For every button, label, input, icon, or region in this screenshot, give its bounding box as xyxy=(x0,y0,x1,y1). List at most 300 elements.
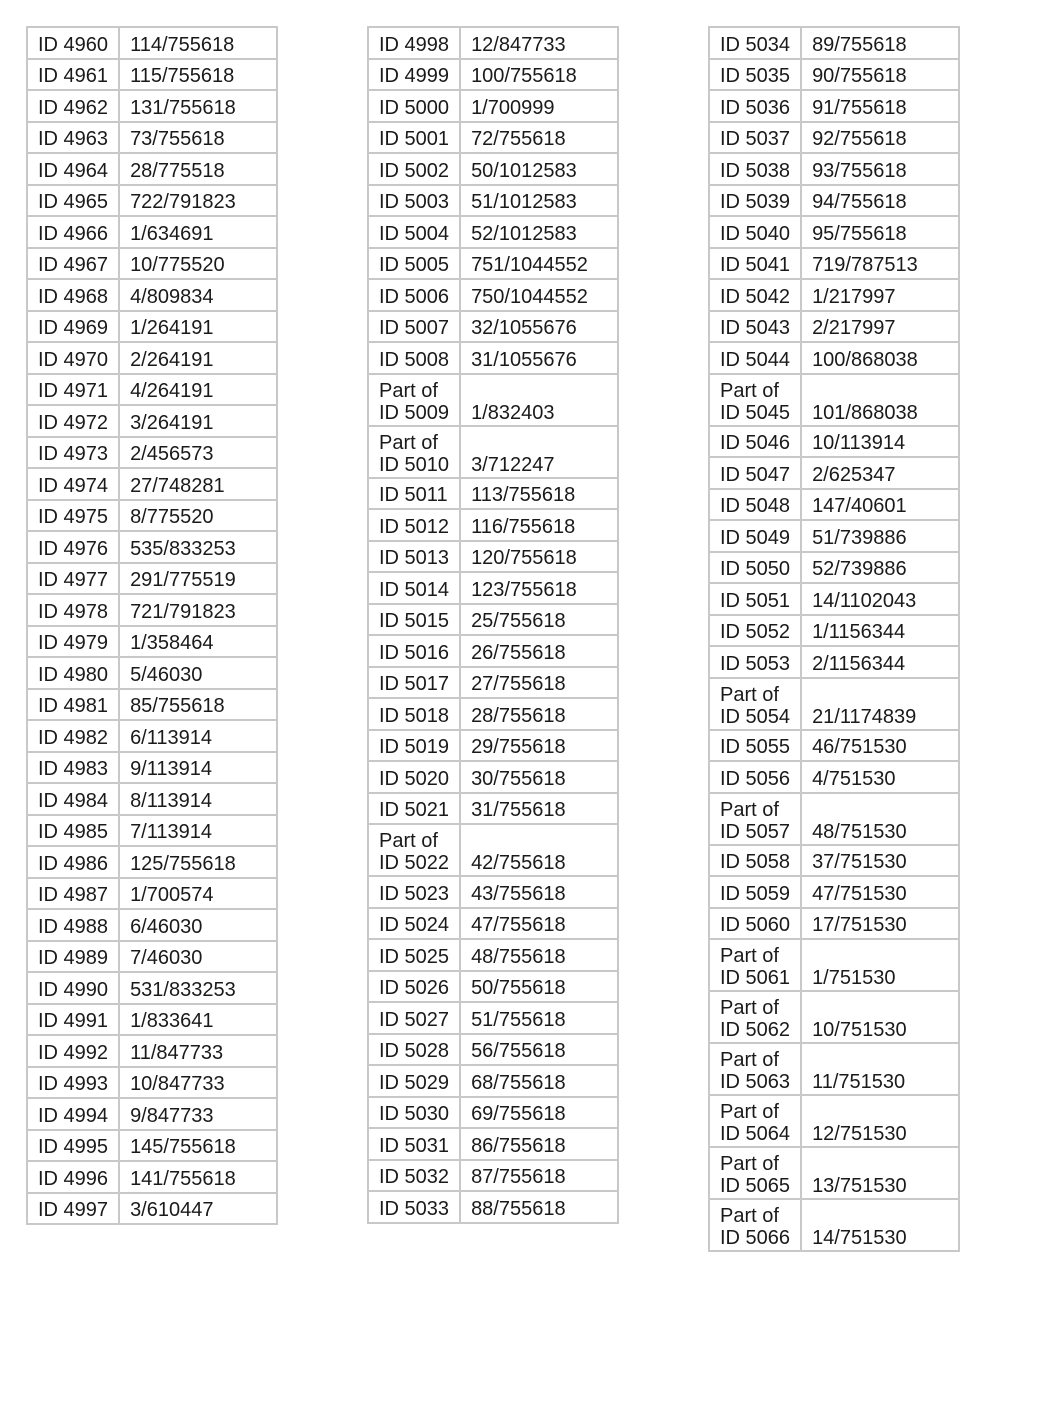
id-cell xyxy=(709,908,801,940)
value-cell: 94/755618 xyxy=(801,185,959,217)
table-row xyxy=(27,437,277,469)
id-label: ID 5058 xyxy=(720,851,791,873)
value-cell: 51/755618 xyxy=(460,1002,618,1034)
id-cell xyxy=(27,531,119,563)
table-row xyxy=(368,342,618,374)
part-of-prefix: Part of xyxy=(720,1205,779,1227)
table-row xyxy=(368,1191,618,1223)
table-row xyxy=(709,908,959,940)
id-cell xyxy=(709,552,801,584)
id-label: ID 4972 xyxy=(38,411,109,434)
id-label: ID 4997 xyxy=(38,1199,109,1221)
table-row xyxy=(709,876,959,908)
id-label: ID 5064 xyxy=(720,1123,791,1145)
value-cell: 719/787513 xyxy=(801,248,959,280)
value-cell: 42/755618 xyxy=(460,824,618,876)
id-cell xyxy=(709,583,801,615)
id-cell xyxy=(27,752,119,784)
id-label: ID 4983 xyxy=(38,758,109,780)
id-label: ID 4971 xyxy=(38,380,109,402)
value-cell: 52/1012583 xyxy=(460,216,618,248)
value-cell: 10/847733 xyxy=(119,1067,277,1099)
id-cell xyxy=(709,939,801,991)
table-row xyxy=(27,1004,277,1036)
id-cell xyxy=(27,1130,119,1162)
value-cell: 12/751530 xyxy=(801,1095,959,1147)
id-label: ID 5060 xyxy=(720,914,791,936)
id-cell xyxy=(709,426,801,458)
table-row xyxy=(709,27,959,59)
value-cell: 14/1102043 xyxy=(801,583,959,615)
id-cell xyxy=(27,153,119,185)
id-cell xyxy=(27,815,119,847)
table-row xyxy=(27,405,277,437)
id-label: ID 5005 xyxy=(379,254,450,276)
table-row xyxy=(27,752,277,784)
value-cell: 10/113914 xyxy=(801,426,959,458)
part-of-prefix: Part of xyxy=(720,997,779,1019)
id-cell xyxy=(709,678,801,730)
id-label: ID 5039 xyxy=(720,191,791,213)
table-row xyxy=(27,90,277,122)
part-of-prefix: Part of xyxy=(720,798,779,821)
table-row xyxy=(368,1160,618,1192)
id-cell xyxy=(709,59,801,91)
id-cell xyxy=(27,941,119,973)
id-label: ID 5045 xyxy=(720,401,791,424)
table-row xyxy=(709,1043,959,1095)
table-row xyxy=(27,720,277,752)
id-table-column-2 xyxy=(367,26,619,1224)
table-row xyxy=(27,1035,277,1067)
table-row xyxy=(368,1002,618,1034)
id-label: ID 5008 xyxy=(379,348,450,371)
value-cell: 115/755618 xyxy=(119,59,277,91)
id-cell xyxy=(368,939,460,971)
id-cell xyxy=(368,1034,460,1066)
id-cell xyxy=(368,793,460,825)
id-cell xyxy=(27,216,119,248)
value-cell: 1/264191 xyxy=(119,311,277,343)
value-cell: 72/755618 xyxy=(460,122,618,154)
id-cell xyxy=(368,1002,460,1034)
id-cell xyxy=(709,845,801,877)
value-cell: 85/755618 xyxy=(119,689,277,721)
table-row xyxy=(368,122,618,154)
id-label: ID 5047 xyxy=(720,463,791,486)
id-label: ID 5003 xyxy=(379,191,450,213)
id-cell xyxy=(27,846,119,878)
id-label: ID 5043 xyxy=(720,317,791,339)
id-label: ID 5030 xyxy=(379,1103,450,1125)
table-row xyxy=(27,279,277,311)
id-table-column-3 xyxy=(708,26,960,1252)
id-cell xyxy=(709,90,801,122)
id-label: ID 4991 xyxy=(38,1010,109,1032)
value-cell: 91/755618 xyxy=(801,90,959,122)
value-cell: 9/113914 xyxy=(119,752,277,784)
id-label: ID 4989 xyxy=(38,947,109,969)
id-label: ID 5031 xyxy=(379,1134,450,1157)
value-cell: 531/833253 xyxy=(119,972,277,1004)
id-label: ID 4962 xyxy=(38,96,109,119)
value-cell: 47/755618 xyxy=(460,908,618,940)
table-row xyxy=(709,678,959,730)
value-cell: 51/1012583 xyxy=(460,185,618,217)
value-cell: 123/755618 xyxy=(460,572,618,604)
id-label: ID 5018 xyxy=(379,704,450,727)
value-cell: 11/847733 xyxy=(119,1035,277,1067)
id-label: ID 4978 xyxy=(38,600,109,623)
id-label: ID 4969 xyxy=(38,317,109,339)
id-cell xyxy=(27,374,119,406)
table-row xyxy=(709,730,959,762)
value-cell: 5/46030 xyxy=(119,657,277,689)
table-row xyxy=(368,604,618,636)
id-cell xyxy=(368,478,460,510)
value-cell: 100/868038 xyxy=(801,342,959,374)
value-cell: 2/625347 xyxy=(801,457,959,489)
part-of-prefix: Part of xyxy=(720,945,779,967)
table-row xyxy=(709,279,959,311)
value-cell: 8/775520 xyxy=(119,500,277,532)
id-label: ID 4985 xyxy=(38,821,109,843)
id-cell xyxy=(368,635,460,667)
table-row xyxy=(709,583,959,615)
id-cell xyxy=(709,646,801,678)
id-cell xyxy=(368,908,460,940)
value-cell: 1/700574 xyxy=(119,878,277,910)
id-label: ID 5022 xyxy=(379,852,450,874)
id-cell xyxy=(368,59,460,91)
id-label: ID 5055 xyxy=(720,736,791,758)
value-cell: 1/832403 xyxy=(460,374,618,426)
table-row xyxy=(709,311,959,343)
id-cell xyxy=(27,657,119,689)
table-row xyxy=(368,216,618,248)
id-cell xyxy=(368,426,460,478)
value-cell: 2/1156344 xyxy=(801,646,959,678)
id-label: ID 4988 xyxy=(38,915,109,938)
value-cell: 50/755618 xyxy=(460,971,618,1003)
id-cell xyxy=(368,667,460,699)
id-label: ID 5037 xyxy=(720,128,791,150)
value-cell: 51/739886 xyxy=(801,520,959,552)
table-body xyxy=(709,27,959,1251)
id-label: ID 5059 xyxy=(720,882,791,905)
id-cell xyxy=(709,1095,801,1147)
id-label: ID 5044 xyxy=(720,348,791,371)
value-cell: 131/755618 xyxy=(119,90,277,122)
id-cell xyxy=(368,541,460,573)
table-row xyxy=(709,646,959,678)
table-row xyxy=(27,185,277,217)
id-label: ID 5042 xyxy=(720,285,791,308)
id-label: ID 5065 xyxy=(720,1175,791,1197)
table-row xyxy=(368,426,618,478)
id-cell xyxy=(368,1065,460,1097)
id-label: ID 5027 xyxy=(379,1008,450,1031)
value-cell: 114/755618 xyxy=(119,27,277,59)
value-cell: 1/751530 xyxy=(801,939,959,991)
value-cell: 10/751530 xyxy=(801,991,959,1043)
id-label: ID 5006 xyxy=(379,285,450,308)
id-label: ID 5024 xyxy=(379,914,450,936)
value-cell: 17/751530 xyxy=(801,908,959,940)
value-cell: 4/264191 xyxy=(119,374,277,406)
table-row xyxy=(709,1199,959,1251)
value-cell: 120/755618 xyxy=(460,541,618,573)
id-cell xyxy=(368,1097,460,1129)
id-cell xyxy=(368,153,460,185)
value-cell: 47/751530 xyxy=(801,876,959,908)
id-label: ID 4979 xyxy=(38,632,109,654)
table-row xyxy=(709,457,959,489)
table-row xyxy=(709,90,959,122)
part-of-prefix: Part of xyxy=(720,683,779,706)
value-cell: 21/1174839 xyxy=(801,678,959,730)
id-cell xyxy=(27,909,119,941)
table-row xyxy=(27,500,277,532)
part-of-prefix: Part of xyxy=(720,1153,779,1175)
id-label: ID 5004 xyxy=(379,222,450,245)
id-label: ID 5057 xyxy=(720,820,791,843)
table-row xyxy=(709,615,959,647)
id-label: ID 5049 xyxy=(720,526,791,549)
id-cell xyxy=(709,311,801,343)
id-cell xyxy=(27,1004,119,1036)
id-cell xyxy=(27,1067,119,1099)
id-cell xyxy=(709,520,801,552)
value-cell: 10/775520 xyxy=(119,248,277,280)
table-row xyxy=(27,1161,277,1193)
id-cell xyxy=(709,1043,801,1095)
value-cell: 86/755618 xyxy=(460,1128,618,1160)
value-cell: 46/751530 xyxy=(801,730,959,762)
id-cell xyxy=(709,248,801,280)
table-row xyxy=(368,478,618,510)
value-cell: 3/712247 xyxy=(460,426,618,478)
id-cell xyxy=(27,720,119,752)
id-label: ID 5051 xyxy=(720,589,791,612)
value-cell: 29/755618 xyxy=(460,730,618,762)
value-cell: 48/755618 xyxy=(460,939,618,971)
id-label: ID 5032 xyxy=(379,1166,450,1188)
table-row xyxy=(27,1098,277,1130)
table-row xyxy=(368,635,618,667)
value-cell: 141/755618 xyxy=(119,1161,277,1193)
id-cell xyxy=(368,342,460,374)
id-label: ID 4993 xyxy=(38,1073,109,1095)
id-label: ID 5054 xyxy=(720,705,791,728)
table-row xyxy=(709,991,959,1043)
id-cell xyxy=(368,374,460,426)
id-label: ID 4970 xyxy=(38,348,109,371)
id-label: ID 5029 xyxy=(379,1071,450,1094)
id-label: ID 5050 xyxy=(720,558,791,580)
id-label: ID 5007 xyxy=(379,317,450,339)
table-row xyxy=(709,1095,959,1147)
id-cell xyxy=(709,216,801,248)
id-label: ID 4975 xyxy=(38,506,109,528)
id-cell xyxy=(709,279,801,311)
table-row xyxy=(368,908,618,940)
id-cell xyxy=(27,90,119,122)
value-cell: 113/755618 xyxy=(460,478,618,510)
value-cell: 2/456573 xyxy=(119,437,277,469)
value-cell: 3/264191 xyxy=(119,405,277,437)
id-label: ID 5033 xyxy=(379,1197,450,1220)
id-label: ID 4996 xyxy=(38,1167,109,1190)
table-row xyxy=(27,878,277,910)
value-cell: 751/1044552 xyxy=(460,248,618,280)
id-label: ID 5001 xyxy=(379,128,450,150)
value-cell: 31/1055676 xyxy=(460,342,618,374)
table-row xyxy=(709,153,959,185)
id-cell xyxy=(27,59,119,91)
id-label: ID 5048 xyxy=(720,495,791,517)
table-row xyxy=(368,1128,618,1160)
table-row xyxy=(368,1065,618,1097)
id-label: ID 4977 xyxy=(38,569,109,591)
table-row xyxy=(368,59,618,91)
id-cell xyxy=(27,27,119,59)
value-cell: 68/755618 xyxy=(460,1065,618,1097)
table-row xyxy=(709,426,959,458)
part-of-prefix: Part of xyxy=(379,431,438,454)
id-cell xyxy=(27,594,119,626)
value-cell: 4/751530 xyxy=(801,761,959,793)
id-label: ID 5017 xyxy=(379,673,450,695)
value-cell: 25/755618 xyxy=(460,604,618,636)
value-cell: 7/113914 xyxy=(119,815,277,847)
id-label: ID 4964 xyxy=(38,159,109,182)
table-row xyxy=(709,248,959,280)
table-row xyxy=(27,909,277,941)
id-cell xyxy=(709,761,801,793)
value-cell: 37/751530 xyxy=(801,845,959,877)
table-row xyxy=(368,279,618,311)
part-of-prefix: Part of xyxy=(379,830,438,852)
value-cell: 1/358464 xyxy=(119,626,277,658)
table-row xyxy=(27,563,277,595)
value-cell: 7/46030 xyxy=(119,941,277,973)
table-row xyxy=(709,185,959,217)
table-row xyxy=(709,845,959,877)
table-row xyxy=(368,311,618,343)
id-cell xyxy=(709,342,801,374)
value-cell: 722/791823 xyxy=(119,185,277,217)
value-cell: 95/755618 xyxy=(801,216,959,248)
id-label: ID 4981 xyxy=(38,695,109,717)
id-label: ID 4961 xyxy=(38,65,109,87)
value-cell: 48/751530 xyxy=(801,793,959,845)
table-row xyxy=(709,939,959,991)
table-row xyxy=(368,1034,618,1066)
table-row xyxy=(27,122,277,154)
id-cell xyxy=(27,626,119,658)
id-cell xyxy=(709,991,801,1043)
id-cell xyxy=(368,761,460,793)
id-cell xyxy=(709,876,801,908)
id-cell xyxy=(27,248,119,280)
table-row xyxy=(27,846,277,878)
id-label: ID 4966 xyxy=(38,222,109,245)
id-cell xyxy=(709,489,801,521)
table-row xyxy=(27,531,277,563)
table-row xyxy=(27,1193,277,1225)
id-cell xyxy=(709,457,801,489)
value-cell: 4/809834 xyxy=(119,279,277,311)
id-cell xyxy=(27,563,119,595)
value-cell: 27/748281 xyxy=(119,468,277,500)
id-label: ID 5066 xyxy=(720,1227,791,1249)
value-cell: 145/755618 xyxy=(119,1130,277,1162)
id-label: ID 5026 xyxy=(379,977,450,999)
id-cell xyxy=(709,1199,801,1251)
id-cell xyxy=(709,122,801,154)
table-row xyxy=(368,153,618,185)
value-cell: 11/751530 xyxy=(801,1043,959,1095)
value-cell: 73/755618 xyxy=(119,122,277,154)
value-cell: 721/791823 xyxy=(119,594,277,626)
id-cell xyxy=(27,1098,119,1130)
id-label: ID 4990 xyxy=(38,978,109,1001)
value-cell: 26/755618 xyxy=(460,635,618,667)
value-cell: 87/755618 xyxy=(460,1160,618,1192)
id-label: ID 5063 xyxy=(720,1071,791,1093)
table-row xyxy=(368,90,618,122)
value-cell: 1/700999 xyxy=(460,90,618,122)
table-row xyxy=(27,374,277,406)
id-label: ID 4976 xyxy=(38,537,109,560)
table-row xyxy=(27,27,277,59)
value-cell: 28/775518 xyxy=(119,153,277,185)
value-cell: 27/755618 xyxy=(460,667,618,699)
value-cell: 125/755618 xyxy=(119,846,277,878)
table-row xyxy=(27,216,277,248)
id-label: ID 4995 xyxy=(38,1136,109,1158)
id-label: ID 5000 xyxy=(379,96,450,119)
id-label: ID 5053 xyxy=(720,652,791,675)
table-body xyxy=(27,27,277,1224)
id-label: ID 5014 xyxy=(379,578,450,601)
table-row xyxy=(709,793,959,845)
id-label: ID 5012 xyxy=(379,515,450,538)
id-label: ID 5010 xyxy=(379,453,450,476)
id-cell xyxy=(709,185,801,217)
table-row xyxy=(709,520,959,552)
id-cell xyxy=(368,185,460,217)
value-cell: 750/1044552 xyxy=(460,279,618,311)
table-row xyxy=(27,626,277,658)
value-cell: 89/755618 xyxy=(801,27,959,59)
id-cell xyxy=(368,311,460,343)
table-row xyxy=(368,971,618,1003)
id-label: ID 5025 xyxy=(379,945,450,968)
id-label: ID 4999 xyxy=(379,65,450,87)
table-row xyxy=(709,59,959,91)
table-row xyxy=(27,1130,277,1162)
id-label: ID 4992 xyxy=(38,1041,109,1064)
table-row xyxy=(368,374,618,426)
id-cell xyxy=(709,730,801,762)
table-row xyxy=(368,248,618,280)
id-cell xyxy=(27,437,119,469)
value-cell: 116/755618 xyxy=(460,509,618,541)
id-label: ID 5009 xyxy=(379,401,450,424)
id-cell xyxy=(27,1161,119,1193)
